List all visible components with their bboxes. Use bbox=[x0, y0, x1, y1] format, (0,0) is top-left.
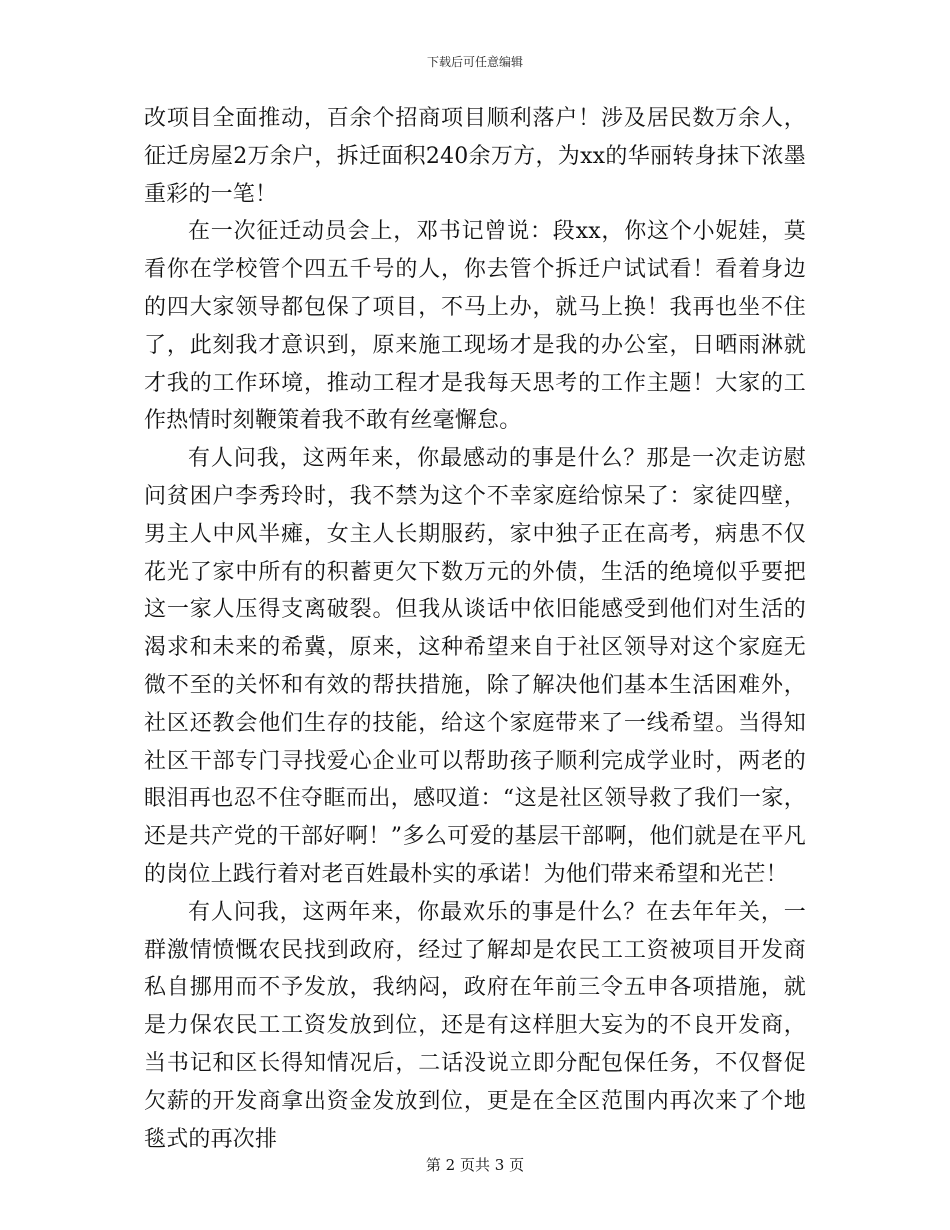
paragraph: 有人问我，这两年来，你最感动的事是什么？那是一次走访慰问贫困户李秀玲时，我不禁为这个不幸家庭给惊呆了：家徒四壁，男主人中风半瘫，女主人长期服药，家中独子正在高考，病患不仅花光了家中所有的积蓄更欠下数万元的外债，生活的绝境似乎要把这一家人压得支离破裂。但我从谈话中依旧能感受到他们对生活的渴求和未来的希冀，原来，这种希望来自于社区领导对这个家庭无微不至的关怀和有效的帮扶措施，除了解决他们基本生活困难外，社区还教会他们生存的技能，给这个家庭带来了一线希望。当得知社区干部专门寻找爱心企业可以帮助孩子顺利完成学业时，两老的眼泪再也忍不住夺眶而出，感叹道：“这是社区领导救了我们一家，还是共产党的干部好啊！”多么可爱的基层干部啊，他们就是在平凡的岗位上践行着对老百姓最朴实的承诺！为他们带来希望和光芒！ bbox=[144, 446, 806, 887]
page-number: 第 2 页共 3 页 bbox=[425, 1156, 525, 1174]
paragraph: 有人问我，这两年来，你最欢乐的事是什么？在去年年关，一群激情愤慨农民找到政府，经过了解却是农民工工资被项目开发商私自挪用而不予发放，我纳闷，政府在年前三令五申各项措施，就是力保农民工工资发放到位，还是有这样胆大妄为的不良开发商，当书记和区长得知情况后，二话没说立即分配包保任务，不仅督促欠薪的开发商拿出资金发放到位，更是在全区范围内再次来了个地毯式的再次排 bbox=[144, 899, 806, 1152]
document-body bbox=[144, 100, 806, 1158]
paragraph: 在一次征迁动员会上，邓书记曾说：段xx，你这个小妮娃，莫看你在学校管个四五千号的人，你去管个拆迁户试试看！看着身边的四大家领导都包保了项目，不马上办，就马上换！我再也坐不住了，此刻我才意识到，原来施工现场才是我的办公室，日晒雨淋就才我的工作环境，推动工程才是我每天思考的工作主题！大家的工作热情时刻鞭策着我不敢有丝毫懈怠。 bbox=[144, 219, 806, 434]
paragraph: 改项目全面推动，百余个招商项目顺利落户！涉及居民数万余人，征迁房屋2万余户，拆迁面积240余万方，为xx的华丽转身抹下浓墨重彩的一笔！ bbox=[144, 106, 806, 207]
page-header: 下载后可任意编辑 bbox=[426, 55, 523, 69]
